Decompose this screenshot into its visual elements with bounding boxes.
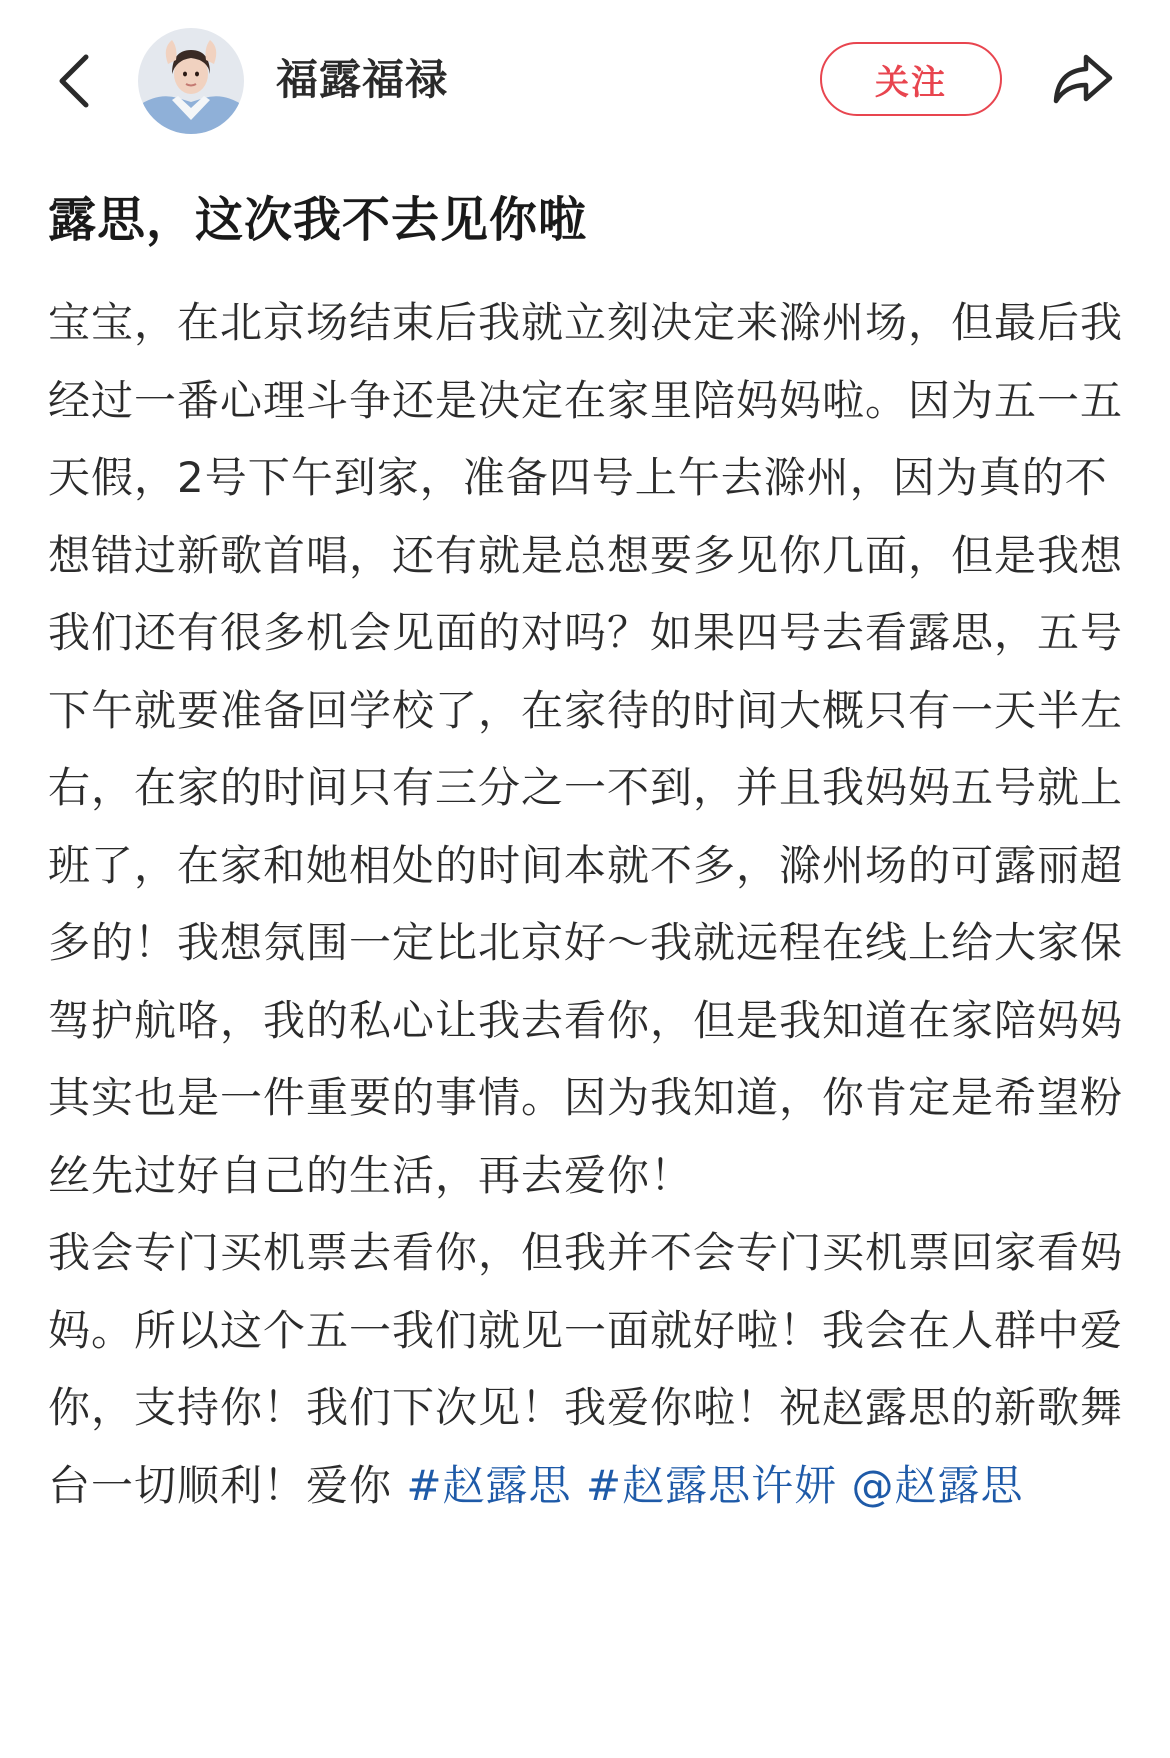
share-icon <box>1050 49 1114 107</box>
hashtag-link[interactable]: #赵露思 <box>406 1460 572 1510</box>
username[interactable]: 福露福禄 <box>276 55 449 104</box>
share-button[interactable] <box>1044 40 1120 116</box>
hashtag-link[interactable]: #赵露思许妍 <box>585 1460 838 1510</box>
post-paragraph: 宝宝，在北京场结束后我就立刻决定来滁州场，但最后我经过一番心理斗争还是决定在家里陪妈妈啦。因为五一五天假，2号下午到家，准备四号上午去滁州，因为真的不想错过新歌首唱，还有就是总想要多见你几面，但是我想我们还有很多机会见面的对吗？如果四号去看露思，五号下午就要准备回学校了，在家待的时间大概只有一天半左右，在家的时间只有三分之一不到，并且我妈妈五号就上班了，在家和她相处的时间本就不多，滁州场的可露丽超多的！我想氛围一定比北京好～我就远程在线上给大家保驾护航咯，我的私心让我去看你，但是我知道在家陪妈妈其实也是一件重要的事情。因为我知道，你肯定是希望粉丝先过好自己的生活，再去爱你！ <box>48 298 1124 1200</box>
post-title: 露思，这次我不去见你啦 <box>48 192 588 248</box>
back-button[interactable] <box>46 46 102 116</box>
mention-link[interactable]: @赵露思 <box>851 1460 1024 1510</box>
post-paragraph-last <box>48 1214 1128 1524</box>
avatar[interactable] <box>138 28 244 134</box>
post-paragraph-text: 我会专门买机票去看你，但我并不会专门买机票回家看妈妈。所以这个五一我们就见一面就好啦！我会在人群中爱你，支持你！我们下次见！我爱你啦！祝赵露思的新歌舞台一切顺利！爱你 <box>48 1228 1124 1510</box>
top-bar <box>0 0 1170 150</box>
follow-button[interactable]: 关注 <box>820 42 1002 116</box>
post-body <box>48 284 1128 1524</box>
back-arrow-icon <box>56 53 92 109</box>
